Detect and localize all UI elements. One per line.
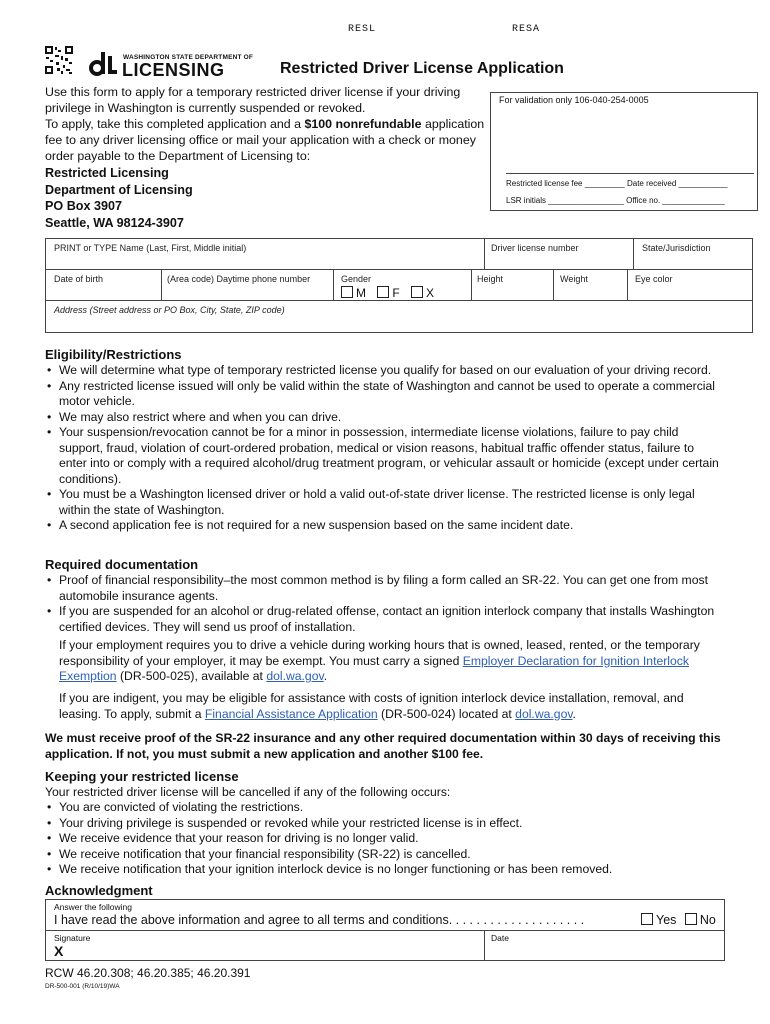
code-resl: RESL (348, 24, 377, 35)
acknowledgment-box (45, 899, 725, 961)
list-item: • You must be a Washington licensed driver or hold a valid out-of-state driver license. The restricted license is only legal within the state of Washington. (45, 487, 725, 518)
validation-box (490, 92, 758, 211)
dol-site-link[interactable]: dol.wa.gov (266, 669, 324, 683)
acknowledgment-heading: Acknowledgment (45, 883, 153, 898)
list-item: • We receive notification that your financial responsibility (SR-22) is cancelled. (45, 847, 735, 863)
weight-field[interactable]: Weight (560, 274, 588, 284)
required-heading: Required documentation (45, 557, 199, 572)
agency-name: LICENSING (122, 60, 225, 80)
list-item: • If you are suspended for an alcohol or drug-related offense, contact an ignition interlock company that installs Washington certified devices. They will send us proof of installation. (45, 604, 725, 635)
address-field[interactable]: Address (Street address or PO Box, City, State, ZIP code) (54, 305, 285, 315)
state-field[interactable]: State/Jurisdiction (642, 243, 711, 253)
list-item: • We receive evidence that your reason for driving is no longer valid. (45, 831, 735, 847)
address-line: Department of Licensing (45, 182, 193, 197)
gender-label: Gender (341, 274, 372, 284)
page-title: Restricted Driver License Application (280, 60, 564, 77)
dol-logo-icon (88, 50, 118, 76)
employer-exemption-text: If your employment requires you to drive a vehicle during working hours that is owned, leased, rented, or the temporary responsibility of your employer, it may be exempt. You must carry a signed Employer Declaration for Ignition Interlock Exemption (DR-500-025), available at dol.wa.gov. (59, 638, 700, 683)
list-item: • Proof of financial responsibility–the most common method is by filing a form called an SR-22. You can get one from most automobile insurance agents. (45, 573, 725, 604)
code-resa: RESA (512, 24, 541, 35)
dob-field[interactable]: Date of birth (54, 274, 104, 284)
list-item: • We will determine what type of temporary restricted license you qualify for based on our evaluation of your driving record. (45, 363, 725, 379)
address-line: Seattle, WA 98124-3907 (45, 215, 184, 230)
list-item: • You are convicted of violating the restrictions. (45, 800, 735, 816)
qr-code-icon (45, 46, 73, 74)
financial-assistance-link[interactable]: Financial Assistance Application (204, 706, 378, 721)
address-line: PO Box 3907 (45, 199, 123, 213)
required-list (45, 573, 725, 635)
validation-lsr: LSR initials _________________ Office no. ______________ (506, 196, 725, 205)
signature-field[interactable]: X (54, 943, 64, 959)
validation-divider (506, 173, 754, 174)
keeping-list (45, 800, 735, 878)
validation-fee: Restricted license fee _________ Date received ___________ (506, 179, 728, 188)
validation-label: For validation only 106-040-254-0005 (499, 95, 649, 105)
eligibility-heading: Eligibility/Restrictions (45, 347, 182, 362)
employer-declaration-link[interactable]: Employer Declaration for Ignition Interlock Exemption (59, 653, 689, 683)
phone-field[interactable]: (Area code) Daytime phone number (167, 274, 311, 284)
list-item: • A second application fee is not required for a new suspension based on the same incident date. (45, 518, 725, 534)
list-item: • Your suspension/revocation cannot be for a minor in possession, intermediate license violations, failure to pay child support, fraud, violation of court-ordered probation, medical or vision reasons, habitual traffic offender status, failure to enter into or comply with a required alcohol/drug treatment program, or vehicular assault or homicide (except under certain conditions). (45, 425, 725, 487)
height-field[interactable]: Height (477, 274, 504, 284)
answer-label: Answer the following (54, 902, 132, 912)
eye-color-field[interactable]: Eye color (635, 274, 673, 284)
agency-line: WASHINGTON STATE DEPARTMENT OF (123, 54, 254, 61)
signature-label: Signature (54, 933, 91, 943)
gender-m-checkbox[interactable] (341, 286, 353, 298)
date-field[interactable]: Date (491, 933, 509, 943)
dol-site-link[interactable]: dol.wa.gov (515, 706, 573, 721)
indigent-text: If you are indigent, you may be eligible for assistance with costs of ignition interlock device installation, removal, and leasing. To apply, submit a Financial Assistance Application (DR-500-024) located at dol.wa.gov. (59, 691, 684, 721)
intro-text (45, 84, 490, 164)
yes-checkbox[interactable] (641, 913, 653, 925)
keeping-heading: Keeping your restricted license (45, 769, 239, 784)
list-item: • Your driving privilege is suspended or revoked while your restricted license is in effect. (45, 816, 735, 832)
no-checkbox[interactable] (685, 913, 697, 925)
applicant-form (45, 238, 753, 333)
name-field[interactable]: PRINT or TYPE Name (Last, First, Middle initial) (54, 243, 247, 253)
keeping-intro: Your restricted driver license will be cancelled if any of the following occurs: (45, 785, 451, 799)
gender-x-checkbox[interactable] (411, 286, 423, 298)
mailing-address (45, 165, 193, 231)
form-id: DR-500-001 (R/10/19)WA (45, 983, 120, 990)
list-item: • We may also restrict where and when you can drive. (45, 410, 725, 426)
rcw-reference: RCW 46.20.308; 46.20.385; 46.20.391 (45, 966, 251, 980)
intro-p2: To apply, take this completed application and a $100 nonrefundable application fee to any driver licensing office or mail your application with a check or money order payable to the Department of Licensing to: (45, 117, 485, 163)
sr22-notice: We must receive proof of the SR-22 insurance and any other required documentation within 30 days of receiving this application. If not, you must submit a new application and another $100 fee. (45, 731, 721, 761)
dl-number-field[interactable]: Driver license number (491, 243, 579, 253)
eligibility-list (45, 363, 725, 534)
ack-answer: Yes No (641, 913, 716, 927)
address-line: Restricted Licensing (45, 166, 169, 180)
list-item: • We receive notification that your ignition interlock device is no longer functioning or has been removed. (45, 862, 735, 878)
ack-statement: I have read the above information and agree to all terms and conditions. . . . . . . . . . . . . . . . . . . . (54, 913, 585, 927)
gender-f-checkbox[interactable] (377, 286, 389, 298)
gender-options: M F X (341, 286, 434, 300)
list-item: • Any restricted license issued will only be valid within the state of Washington and cannot be used to operate a commercial motor vehicle. (45, 379, 725, 410)
intro-p1: Use this form to apply for a temporary restricted driver license if your driving privilege in Washington is currently suspended or revoked. (45, 85, 461, 115)
